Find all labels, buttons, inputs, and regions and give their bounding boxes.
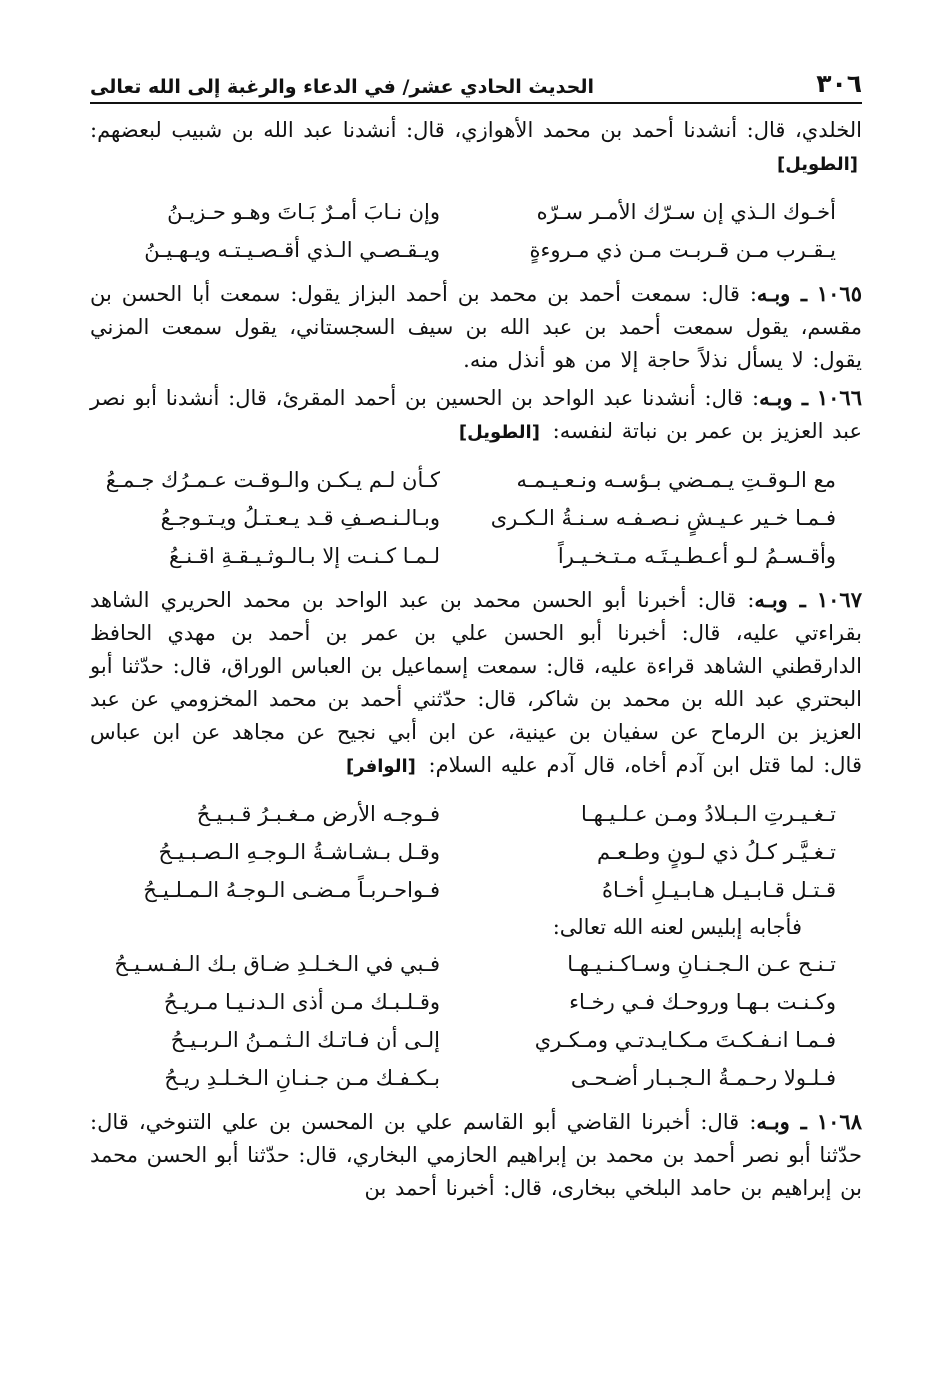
- verse: [90, 983, 862, 1021]
- paragraph-1066: [90, 381, 862, 449]
- verse-second-hemistich: وقـلـبـك مـن أذى الـدنـيـا مـريـحُ: [163, 990, 440, 1014]
- chain-marker: ـ وبـه: [754, 587, 806, 612]
- verse-second-hemistich: كـأن لـم يـكـن والـوقـت عـمـرُك جـمـعُ: [105, 468, 440, 492]
- verse-first-hemistich: تـنـح عـن الـجـنـانِ وسـاكـنـيـهـا: [567, 952, 836, 976]
- verse-second-hemistich: بـكـفـك مـن جـنـانِ الـخـلـدِ ريـحُ: [164, 1066, 440, 1090]
- paragraph-text: الخلدي، قال: أنشدنا أحمد بن محمد الأهوازي، قال: أنشدنا عبد الله بن شبيب لبعضهم:: [90, 118, 862, 142]
- running-title: الحديث الحادي عشر/ في الدعاء والرغبة إلى الله تعالى: [90, 76, 594, 98]
- poem-1064: [90, 193, 862, 269]
- verse-first-hemistich: أخـوك الـذي إن سـرّك الأمـر سـرّه: [536, 200, 836, 224]
- verse-first-hemistich: تـغـيَّـر كـلُ ذي لـونٍ وطـعـم: [597, 840, 836, 864]
- hadith-number: ١٠٦٥: [816, 281, 862, 306]
- verse: [90, 871, 862, 909]
- page-number: ٣٠٦: [816, 69, 862, 98]
- poem-interlude: فأجابه إبليس لعنه الله تعالى:: [552, 915, 802, 939]
- book-page: [90, 58, 862, 1205]
- verse: [90, 945, 862, 983]
- poem-1067: [90, 795, 862, 1097]
- paragraph-text: : قال: أخبرنا أبو الحسن محمد بن عبد الواحد بن محمد الحريري الشاهد بقراءتي عليه، قال: أخبرنا أبو الحسن علي بن عمر بن أحمد بن مهدي الحافظ الدارقطني الشاهد قراءة عليه، قال: سمعت إسماعيل بن العباس الوراق، قال: حدّثنا أبو البحتري عبد الله بن محمد بن شاكر، قال: حدّثني أحمد بن محمد المخزومي عن عبد العزيز بن الرماح عن سفيان بن عينية، عن ابن أبي نجيح عن مجاهد عن ابن عباس قال: لما قتل ابن آدم أخاه، قال آدم عليه السلام:: [90, 588, 862, 777]
- verse-first-hemistich: فـمـا خـير عـيـشٍ نـصـفـه سـنـةُ الـكـرى: [490, 506, 836, 530]
- verse-first-hemistich: تـغـيـرتِ الـبـلادُ ومـن عـلـيـهـا: [581, 802, 836, 826]
- verse-second-hemistich: وإن نـابَ أمـرٌ بَـاتَ وهـو حـزيـنُ: [167, 200, 440, 224]
- chain-marker: ـ وبـه: [756, 1109, 807, 1134]
- poem-1066: [90, 461, 862, 575]
- verse-first-hemistich: وكـنـت بـهـا وروحـك فـي رخـاء: [569, 990, 836, 1014]
- verse: [90, 231, 862, 269]
- paragraph-1068: [90, 1105, 862, 1205]
- paragraph-1064-tail: [90, 114, 862, 181]
- hadith-number: ١٠٦٨: [816, 1109, 862, 1134]
- verse-second-hemistich: إلـى أن فـاتـك الـثـمـنُ الـربـيـحُ: [170, 1028, 440, 1052]
- verse-first-hemistich: فـمـا انـفـكـتَ مـكـايـدتـي ومـكـري: [534, 1028, 836, 1052]
- paragraph-text: : قال: أخبرنا القاضي أبو القاسم علي بن المحسن بن علي التنوخي، قال: حدّثنا أبو نصر أحمد بن محمد بن إبراهيم الحازمي البخاري، قال: حدّثنا أبو الحسن محمد بن إبراهيم بن حامد البلخي ببخارى، قال: أخبرنا أحمد بن: [90, 1110, 862, 1200]
- meter-label: [الطويل]: [776, 154, 858, 175]
- verse: [90, 795, 862, 833]
- verse-first-hemistich: فـلـولا رحـمـةُ الـجـبـار أضـحـى: [570, 1066, 836, 1090]
- paragraph-1065: [90, 277, 862, 377]
- verse: [90, 537, 862, 575]
- meter-label: [الطويل]: [458, 422, 540, 443]
- hadith-number: ١٠٦٦: [816, 385, 862, 410]
- verse: [90, 1059, 862, 1097]
- page-header: [90, 58, 862, 104]
- paragraph-text: : قال: سمعت أحمد بن محمد بن أحمد البزاز يقول: سمعت أبا الحسن بن مقسم، يقول سمعت أحمد بن عبد الله بن سيف السجستاني، يقول سمعت المزني يقول: لا يسأل نذلاً حاجة إلا من هو أنذل منه.: [90, 282, 862, 372]
- verse-second-hemistich: فـواحـربـاً مـضـى الـوجـهُ الـمـلـيـحُ: [143, 878, 440, 902]
- verse-first-hemistich: وأقـسـمُ لـو أعـطـيـتَـه مـتـخـيـراً: [557, 544, 836, 568]
- verse: [90, 193, 862, 231]
- verse-second-hemistich: ويـقـصـي الـذي أقـصـيـتـه ويـهـيـنُ: [144, 238, 440, 262]
- chain-marker: ـ وبـه: [759, 385, 809, 410]
- paragraph-1067: [90, 583, 862, 783]
- verse: [90, 833, 862, 871]
- meter-label: [الوافر]: [346, 756, 416, 777]
- verse-first-hemistich: مع الـوقـتِ يـمـضي بـؤسـه ونـعـيـمـه: [516, 468, 836, 492]
- verse: [90, 461, 862, 499]
- verse-second-hemistich: لـمـا كـنـت إلا بـالـوثـيـقـةِ اقـنـعُ: [168, 544, 440, 568]
- verse-first-hemistich: يـقـرب مـن قـربـت مـن ذي مـروءةٍ: [529, 238, 836, 262]
- chain-marker: ـ وبـه: [756, 281, 807, 306]
- hadith-number: ١٠٦٧: [816, 587, 862, 612]
- verse-second-hemistich: فـبي في الـخـلـدِ ضـاق بـك الـفـسـيـحُ: [114, 952, 440, 976]
- verse: [90, 1021, 862, 1059]
- paragraph-text: : قال: أنشدنا عبد الواحد بن الحسين بن أحمد المقرئ، قال: أنشدنا أبو نصر عبد العزيز بن عمر بن نباتة لنفسه:: [90, 386, 862, 443]
- verse-first-hemistich: قـتـل قـابـيـل هـابـيـلِ أخـاهُ: [602, 878, 836, 902]
- verse-second-hemistich: وبـالـنـصـفِ قـد يـعـتـلُ ويـتـوجـعُ: [160, 506, 440, 530]
- verse-second-hemistich: وقـل بـشـاشـةُ الـوجـهِ الـصـبـيـحُ: [158, 840, 440, 864]
- verse-second-hemistich: فـوجـه الأرض مـغـبـرُ قـبـيـحُ: [196, 802, 440, 826]
- verse: [90, 499, 862, 537]
- page-body: [90, 114, 862, 1205]
